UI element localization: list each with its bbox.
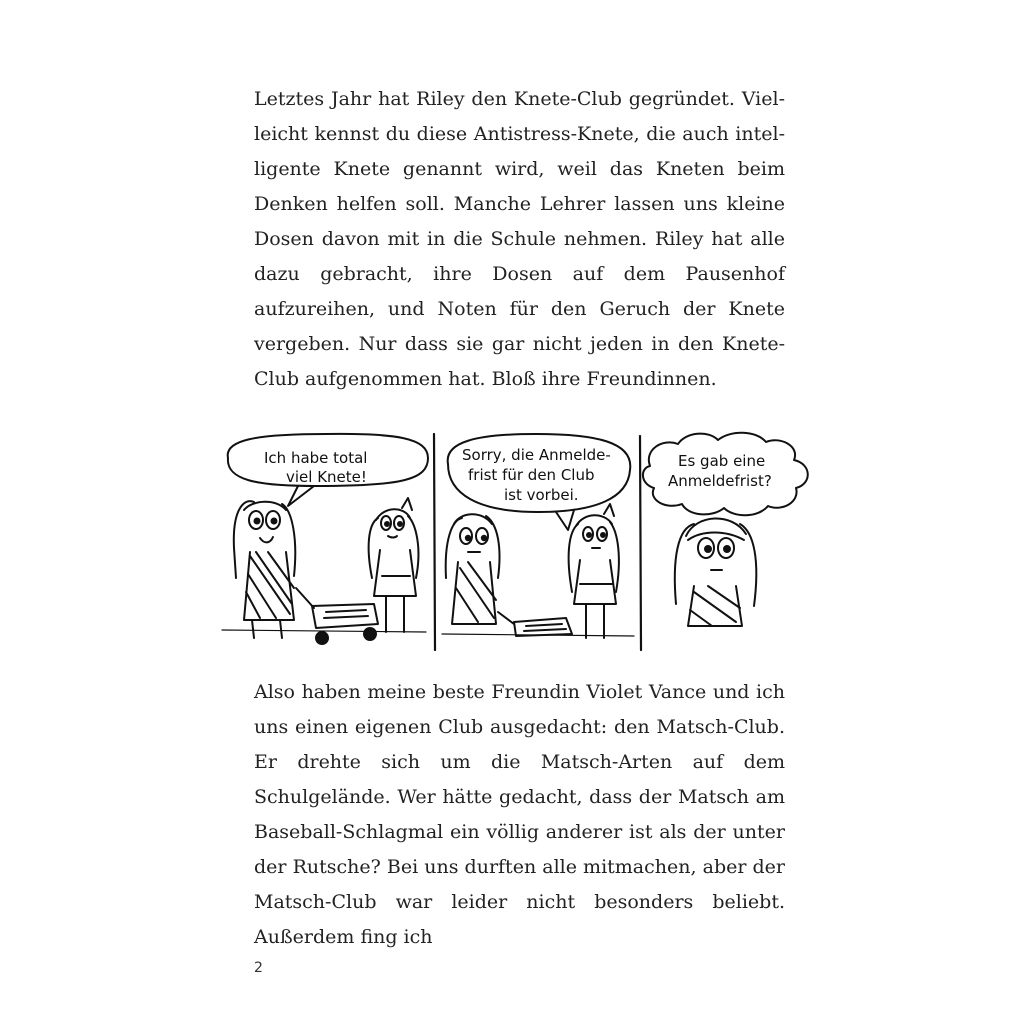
bubble-3-line-1: Es gab eine: [678, 452, 766, 470]
panel-1: [222, 434, 428, 644]
riley-figure-2: [446, 514, 500, 624]
knete-tray: [498, 612, 572, 636]
bubble-3-line-2: Anmeldefrist?: [668, 472, 772, 490]
knete-cart: [296, 588, 378, 644]
bubble-tail-1: [288, 486, 314, 506]
bubble-2-line-1: Sorry, die Anmelde-: [462, 446, 611, 464]
violet-figure-2: [569, 504, 619, 638]
paragraph-2: Also haben meine beste Freundin Violet Vance und ich uns einen eigenen Club ausgedacht: den Matsch-Club. Er drehte sich um die Matsch-Arten auf dem Schulgelände. Wer hätte gedacht, dass der Matsch am Baseball-Schlagmal ein völlig anderer ist als der unter der Rutsche? Bei uns durften alle mitmachen, aber der Matsch-Club war leider nicht besonders beliebt. Außerdem fing ich: [254, 681, 785, 948]
paragraph-1: Letztes Jahr hat Riley den Knete-Club gegründet. Vielleicht kennst du diese Antistress-Knete, die auch intelligente Knete genannt wird, weil das Kneten beim Denken helfen soll. Manche Lehrer lassen uns kleine Dosen davon mit in die Schule nehmen. Riley hat alle dazu gebracht, ihre Dosen auf dem Pausenhof aufzureihen, und Noten für den Geruch der Knete vergeben. Nur dass sie gar nicht jeden in den Knete-Club aufgenommen hat. Bloß ihre Freundinnen.: [254, 88, 785, 390]
panel-3: [643, 433, 808, 626]
bubble-1-line-2: viel Knete!: [286, 468, 367, 486]
panel-divider-2: [640, 436, 641, 650]
panel-2: [442, 434, 634, 638]
bubble-tail-2: [556, 510, 574, 530]
bubble-1-line-1: Ich habe total: [264, 449, 368, 467]
bubble-2-line-3: ist vorbei.: [504, 486, 579, 504]
bubble-2-line-2: frist für den Club: [468, 466, 595, 484]
comic-strip: [216, 428, 816, 656]
riley-figure: [234, 501, 295, 638]
narrator-figure: [675, 518, 757, 626]
page-number: 2: [254, 960, 263, 976]
panel-divider-1: [434, 434, 435, 650]
